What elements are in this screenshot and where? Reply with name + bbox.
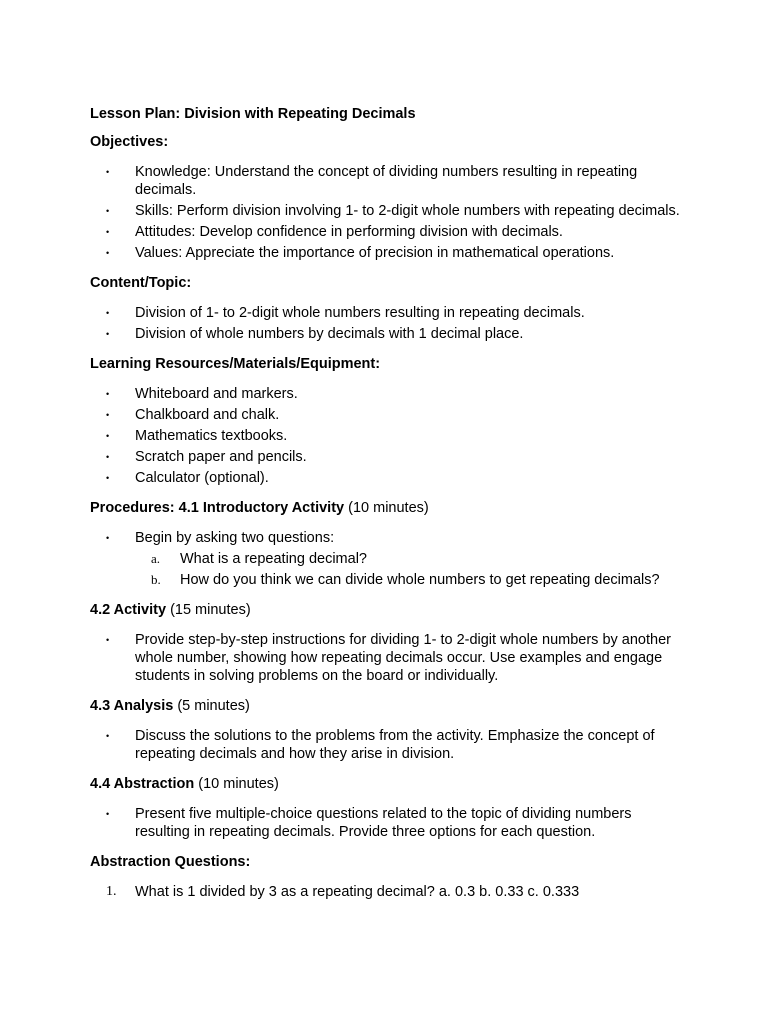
- abstraction-heading-text: 4.4 Abstraction: [90, 776, 195, 792]
- list-item-text: Division of whole numbers by decimals with 1 decimal place.: [135, 326, 524, 342]
- procedures-heading-text: Procedures: 4.1 Introductory Activity: [90, 500, 345, 516]
- analysis-heading-text: 4.3 Analysis: [90, 698, 174, 714]
- bullet-icon: •: [106, 227, 110, 237]
- content-topic-list: [90, 304, 688, 343]
- list-item: [90, 448, 688, 466]
- page-title: Lesson Plan: Division with Repeating Decimals: [90, 106, 416, 122]
- abstraction-duration: (10 minutes): [198, 776, 279, 792]
- bullet-icon: •: [106, 731, 110, 741]
- list-item: [90, 469, 688, 487]
- list-item-text: Present five multiple-choice questions related to the topic of dividing numbers resulting in repeating decimals. Provide three options for each question.: [135, 806, 632, 840]
- list-item: [90, 163, 688, 199]
- procedures-list: [90, 529, 688, 589]
- list-item: [90, 529, 688, 589]
- analysis-duration: (5 minutes): [177, 698, 250, 714]
- bullet-icon: •: [106, 206, 110, 216]
- question-text: What is 1 divided by 3 as a repeating decimal? a. 0.3 b. 0.33 c. 0.333: [135, 884, 580, 900]
- list-item: [90, 631, 688, 685]
- list-item: [90, 406, 688, 424]
- procedures-duration: (10 minutes): [348, 500, 429, 516]
- list-item: [90, 805, 688, 841]
- sub-list-item-text: How do you think we can divide whole numbers to get repeating decimals?: [180, 572, 660, 588]
- list-item-text: Provide step-by-step instructions for dividing 1- to 2-digit whole numbers by another whole number, showing how repeating decimals occur. Use examples and engage students in solving problems on the board or individually.: [135, 632, 671, 684]
- activity-list: [90, 631, 688, 685]
- list-item-text: Whiteboard and markers.: [135, 386, 298, 402]
- abstraction-list: [90, 805, 688, 841]
- bullet-icon: •: [106, 431, 110, 441]
- question-number: 1.: [106, 884, 117, 899]
- bullet-icon: •: [106, 473, 110, 483]
- bullet-icon: •: [106, 167, 110, 177]
- list-item: [90, 727, 688, 763]
- list-item-text: Knowledge: Understand the concept of dividing numbers resulting in repeating decimals.: [135, 164, 638, 198]
- analysis-list: [90, 727, 688, 763]
- question-item: [90, 883, 688, 901]
- list-item: [90, 385, 688, 403]
- resources-heading: Learning Resources/Materials/Equipment:: [90, 356, 381, 372]
- list-item-text: Chalkboard and chalk.: [135, 407, 280, 423]
- list-item: [90, 427, 688, 445]
- objectives-heading: Objectives:: [90, 134, 169, 150]
- list-item-text: Attitudes: Develop confidence in performing division with decimals.: [135, 224, 563, 240]
- bullet-icon: •: [106, 248, 110, 258]
- resources-list: [90, 385, 688, 487]
- objectives-list: [90, 163, 688, 262]
- sub-list-item-text: What is a repeating decimal?: [180, 551, 367, 567]
- bullet-icon: •: [106, 389, 110, 399]
- bullet-icon: •: [106, 533, 110, 543]
- sub-list-item: [135, 550, 688, 568]
- activity-duration: (15 minutes): [170, 602, 251, 618]
- list-item-text: Discuss the solutions to the problems from the activity. Emphasize the concept of repeating decimals and how they arise in division.: [135, 728, 655, 762]
- analysis-heading: [90, 697, 688, 715]
- list-item-text: Begin by asking two questions:: [135, 530, 335, 546]
- list-item-text: Mathematics textbooks.: [135, 428, 288, 444]
- procedures-sub-list: [135, 550, 688, 589]
- bullet-icon: •: [106, 410, 110, 420]
- bullet-icon: •: [106, 329, 110, 339]
- bullet-icon: •: [106, 809, 110, 819]
- list-item-text: Division of 1- to 2-digit whole numbers resulting in repeating decimals.: [135, 305, 585, 321]
- content-topic-heading: Content/Topic:: [90, 275, 192, 291]
- abstraction-heading: [90, 775, 688, 793]
- abstraction-questions-list: [90, 883, 688, 901]
- abstraction-questions-heading: Abstraction Questions:: [90, 854, 251, 870]
- list-item-text: Calculator (optional).: [135, 470, 269, 486]
- sub-list-marker: a.: [151, 551, 161, 566]
- list-item-text: Scratch paper and pencils.: [135, 449, 307, 465]
- procedures-heading: [90, 499, 688, 517]
- list-item: [90, 223, 688, 241]
- list-item-text: Values: Appreciate the importance of precision in mathematical operations.: [135, 245, 615, 261]
- activity-heading-text: 4.2 Activity: [90, 602, 167, 618]
- activity-heading: [90, 601, 688, 619]
- bullet-icon: •: [106, 308, 110, 318]
- list-item: [90, 304, 688, 322]
- bullet-icon: •: [106, 452, 110, 462]
- list-item-text: Skills: Perform division involving 1- to 2-digit whole numbers with repeating decimals.: [135, 203, 680, 219]
- sub-list-marker: b.: [151, 572, 161, 587]
- list-item: [90, 325, 688, 343]
- sub-list-item: [135, 571, 688, 589]
- list-item: [90, 244, 688, 262]
- bullet-icon: •: [106, 635, 110, 645]
- list-item: [90, 202, 688, 220]
